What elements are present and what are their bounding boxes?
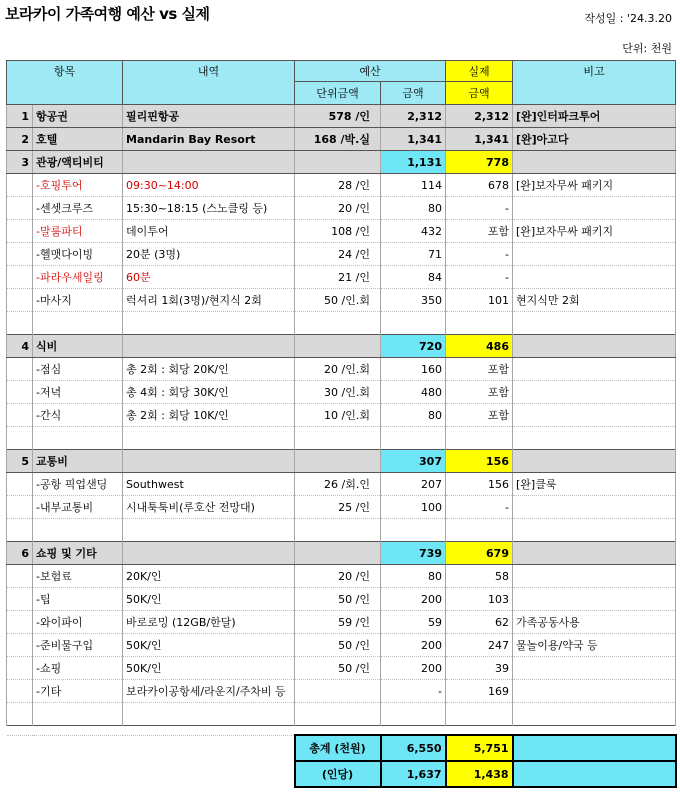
actual-amount: 247 [446,634,513,657]
item-row [7,473,676,496]
total-budget: 6,550 [381,735,446,761]
item-row [7,611,676,634]
indent-cell [7,266,33,289]
category-name: 관광/액티비티 [33,151,123,174]
unit-label: 단위: 천원 [622,42,672,55]
empty-cell [7,427,33,450]
item-row [7,657,676,680]
per-person-actual: 1,438 [446,761,513,787]
budget-amount: 432 [381,220,446,243]
category-desc: 필리핀항공 [123,105,295,128]
actual-amount: 1,341 [446,128,513,151]
item-name: -말룸파티 [33,220,123,243]
empty-cell [123,312,295,335]
unit-price: 50 /인.회 [295,289,381,312]
note: [완]아고다 [513,128,676,151]
item-name: -쇼핑 [33,657,123,680]
item-row [7,588,676,611]
budget-amount: 71 [381,243,446,266]
actual-amount: 포함 [446,404,513,427]
empty-cell [123,427,295,450]
item-row [7,266,676,289]
item-desc: 럭셔리 1회(3명)/현지식 2회 [123,289,295,312]
item-name: -팁 [33,588,123,611]
category-row [7,450,676,473]
blank-row [7,703,676,726]
created-date: 작성일 : '24.3.20 [584,12,672,25]
item-name: -마사지 [33,289,123,312]
budget-table [6,60,677,788]
actual-amount: - [446,496,513,519]
item-desc: 15:30~18:15 (스노클링 등) [123,197,295,220]
indent-cell [7,473,33,496]
budget-amount: 160 [381,358,446,381]
budget-amount: 84 [381,266,446,289]
item-desc: 총 4회 : 회당 30K/인 [123,381,295,404]
item-name: -파라우세일링 [33,266,123,289]
header-amount: 금액 [381,82,446,105]
unit-price: 28 /인 [295,174,381,197]
total-label: 총계 (천원) [295,735,381,761]
total-note [513,735,676,761]
item-desc: 50K/인 [123,634,295,657]
note: [완]보자무싸 패키지 [513,220,676,243]
item-row [7,565,676,588]
item-desc: 총 2회 : 회당 10K/인 [123,404,295,427]
item-row [7,289,676,312]
indent-cell [7,197,33,220]
actual-amount: 2,312 [446,105,513,128]
header-actual-amount: 금액 [446,82,513,105]
note [513,657,676,680]
category-name: 항공권 [33,105,123,128]
empty-cell [7,703,33,726]
note [513,565,676,588]
item-name: -보험료 [33,565,123,588]
empty-cell [513,312,676,335]
category-desc [123,151,295,174]
category-desc: Mandarin Bay Resort [123,128,295,151]
item-row [7,197,676,220]
empty-cell [513,427,676,450]
indent-cell [7,358,33,381]
empty-cell [513,703,676,726]
empty-cell [513,519,676,542]
indent-cell [7,174,33,197]
budget-amount: 114 [381,174,446,197]
actual-amount: 169 [446,680,513,703]
spacer-row [7,726,676,736]
unit-price: 26 /회.인 [295,473,381,496]
actual-amount: 39 [446,657,513,680]
category-name: 식비 [33,335,123,358]
category-row [7,151,676,174]
actual-amount: 678 [446,174,513,197]
unit-price [295,450,381,473]
actual-amount: 778 [446,151,513,174]
category-name: 호텔 [33,128,123,151]
category-number: 2 [7,128,33,151]
empty-cell [295,519,381,542]
note [513,358,676,381]
note [513,496,676,519]
actual-amount: - [446,243,513,266]
indent-cell [7,289,33,312]
budget-amount: 720 [381,335,446,358]
item-desc: 50K/인 [123,588,295,611]
note: [완]인터파크투어 [513,105,676,128]
actual-amount: 101 [446,289,513,312]
total-actual: 5,751 [446,735,513,761]
item-row [7,220,676,243]
header-budget: 예산 [295,61,446,82]
category-name: 교통비 [33,450,123,473]
unit-price: 30 /인.회 [295,381,381,404]
budget-amount: 80 [381,404,446,427]
header-row-1 [7,61,676,82]
unit-price: 108 /인 [295,220,381,243]
item-name: -준비물구입 [33,634,123,657]
indent-cell [7,381,33,404]
item-row [7,404,676,427]
item-row [7,381,676,404]
unit-price: 59 /인 [295,611,381,634]
item-name: -센셋크루즈 [33,197,123,220]
empty-cell [33,703,123,726]
unit-price: 20 /인 [295,565,381,588]
item-desc: 바로로밍 (12GB/한달) [123,611,295,634]
table-body [7,105,676,726]
empty-cell [33,427,123,450]
budget-amount: 200 [381,657,446,680]
item-desc: 데이투어 [123,220,295,243]
category-desc [123,450,295,473]
per-person-note [513,761,676,787]
unit-price: 20 /인.회 [295,358,381,381]
budget-amount: 80 [381,565,446,588]
note [513,335,676,358]
category-desc [123,335,295,358]
note [513,542,676,565]
item-row [7,496,676,519]
unit-price: 25 /인 [295,496,381,519]
budget-amount: 200 [381,588,446,611]
empty-cell [446,519,513,542]
item-desc: Southwest [123,473,295,496]
budget-amount: - [381,680,446,703]
note: [완]보자무싸 패키지 [513,174,676,197]
item-name: -간식 [33,404,123,427]
item-desc: 20K/인 [123,565,295,588]
indent-cell [7,565,33,588]
item-name: -호핑투어 [33,174,123,197]
budget-amount: 100 [381,496,446,519]
unit-price: 50 /인 [295,634,381,657]
indent-cell [7,611,33,634]
item-row [7,634,676,657]
indent-cell [7,634,33,657]
header-note: 비고 [513,61,676,105]
unit-price: 20 /인 [295,197,381,220]
item-row [7,358,676,381]
actual-amount: 62 [446,611,513,634]
total-row [7,735,676,761]
unit-price [295,542,381,565]
note: 물놀이용/약국 등 [513,634,676,657]
indent-cell [7,220,33,243]
item-name: -기타 [33,680,123,703]
unit-price [295,335,381,358]
empty-cell [381,519,446,542]
budget-amount: 1,341 [381,128,446,151]
actual-amount: 103 [446,588,513,611]
actual-amount: 58 [446,565,513,588]
budget-amount: 739 [381,542,446,565]
note [513,450,676,473]
category-number: 3 [7,151,33,174]
item-desc: 09:30~14:00 [123,174,295,197]
item-row [7,174,676,197]
category-row [7,105,676,128]
header-unit-price: 단위금액 [295,82,381,105]
note [513,243,676,266]
budget-amount: 480 [381,381,446,404]
empty-cell [381,703,446,726]
budget-amount: 200 [381,634,446,657]
note [513,588,676,611]
indent-cell [7,657,33,680]
note [513,381,676,404]
actual-amount: 포함 [446,220,513,243]
empty-cell [381,427,446,450]
unit-price [295,680,381,703]
category-number: 6 [7,542,33,565]
item-name: -헬맷다이빙 [33,243,123,266]
item-desc: 시내툭툭비(루호산 전망대) [123,496,295,519]
actual-amount: 679 [446,542,513,565]
item-desc: 50K/인 [123,657,295,680]
empty-cell [123,703,295,726]
empty-cell [7,519,33,542]
item-desc: 60분 [123,266,295,289]
unit-price: 50 /인 [295,657,381,680]
category-row [7,542,676,565]
actual-amount: 포함 [446,381,513,404]
note: 현지식만 2회 [513,289,676,312]
unit-price: 24 /인 [295,243,381,266]
empty-cell [295,427,381,450]
actual-amount: - [446,266,513,289]
note: 가족공동사용 [513,611,676,634]
item-desc: 총 2회 : 회당 20K/인 [123,358,295,381]
note [513,404,676,427]
actual-amount: 486 [446,335,513,358]
note [513,197,676,220]
empty-cell [33,519,123,542]
empty-cell [381,312,446,335]
category-row [7,335,676,358]
unit-price [295,151,381,174]
category-row [7,128,676,151]
note [513,266,676,289]
unit-price: 578 /인 [295,105,381,128]
actual-amount: 156 [446,450,513,473]
unit-price: 50 /인 [295,588,381,611]
indent-cell [7,404,33,427]
note [513,680,676,703]
item-desc: 보라카이공항세/라운지/주차비 등 [123,680,295,703]
empty-cell [123,519,295,542]
sheet-title: 보라카이 가족여행 예산 vs 실제 [5,5,210,23]
item-name: -저녁 [33,381,123,404]
header-desc: 내역 [123,61,295,105]
category-number: 4 [7,335,33,358]
budget-amount: 2,312 [381,105,446,128]
empty-cell [446,312,513,335]
per-person-row [7,761,676,787]
unit-price: 10 /인.회 [295,404,381,427]
budget-amount: 1,131 [381,151,446,174]
item-name: -내부교통비 [33,496,123,519]
item-row [7,680,676,703]
category-name: 쇼핑 및 기타 [33,542,123,565]
budget-amount: 80 [381,197,446,220]
category-desc [123,542,295,565]
per-person-label: (인당) [295,761,381,787]
header-actual: 실제 [446,61,513,82]
budget-amount: 307 [381,450,446,473]
item-name: -점심 [33,358,123,381]
per-person-budget: 1,637 [381,761,446,787]
empty-cell [295,703,381,726]
empty-cell [33,312,123,335]
unit-price: 21 /인 [295,266,381,289]
category-number: 1 [7,105,33,128]
indent-cell [7,243,33,266]
empty-cell [446,703,513,726]
item-name: -공항 픽업샌딩 [33,473,123,496]
blank-row [7,519,676,542]
indent-cell [7,496,33,519]
header-item: 항목 [7,61,123,105]
empty-cell [7,312,33,335]
actual-amount: - [446,197,513,220]
empty-cell [446,427,513,450]
indent-cell [7,680,33,703]
actual-amount: 156 [446,473,513,496]
budget-amount: 350 [381,289,446,312]
item-name: -와이파이 [33,611,123,634]
blank-row [7,427,676,450]
unit-price: 168 /박.실 [295,128,381,151]
blank-row [7,312,676,335]
budget-amount: 59 [381,611,446,634]
note [513,151,676,174]
budget-amount: 207 [381,473,446,496]
empty-cell [295,312,381,335]
actual-amount: 포함 [446,358,513,381]
item-desc: 20분 (3명) [123,243,295,266]
item-row [7,243,676,266]
indent-cell [7,588,33,611]
note: [완]클룩 [513,473,676,496]
category-number: 5 [7,450,33,473]
